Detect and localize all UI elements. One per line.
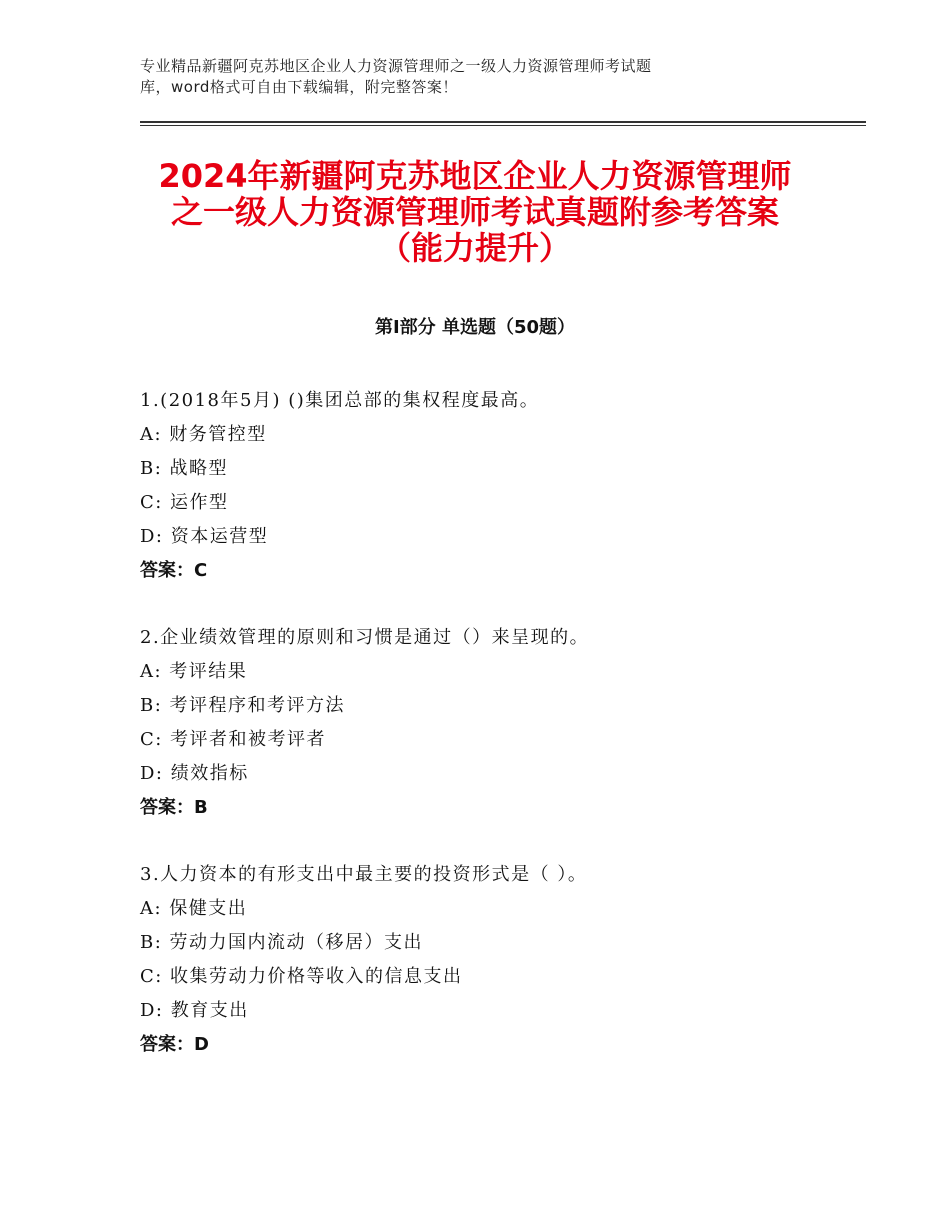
title-line-2: 之一级人力资源管理师考试真题附参考答案 <box>170 193 779 231</box>
title-line-3: （能力提升） <box>378 229 571 267</box>
option-d: D: 绩效指标 <box>140 763 249 784</box>
answer: 答案：B <box>140 797 208 818</box>
header-rule-thin <box>140 125 866 126</box>
question-1 <box>140 384 860 588</box>
option-c: C: 考评者和被考评者 <box>140 729 327 750</box>
answer: 答案：C <box>140 560 208 581</box>
option-a: A: 财务管控型 <box>140 424 267 445</box>
option-c: C: 收集劳动力价格等收入的信息支出 <box>140 966 463 987</box>
title-line-1: 2024年新疆阿克苏地区企业人力资源管理师 <box>158 157 792 195</box>
question-stem: 1.(2018年5月) ()集团总部的集权程度最高。 <box>140 390 540 411</box>
option-b: B: 劳动力国内流动（移居）支出 <box>140 932 424 953</box>
document-title <box>100 158 850 266</box>
option-b: B: 考评程序和考评方法 <box>140 695 346 716</box>
option-a: A: 保健支出 <box>140 898 248 919</box>
header-note-line-2: 库，word格式可自由下载编辑，附完整答案！ <box>140 78 458 96</box>
header-note <box>140 56 840 98</box>
question-list <box>140 384 860 1095</box>
answer: 答案：D <box>140 1034 209 1055</box>
section-heading: 第Ⅰ部分 单选题（50题） <box>374 317 575 338</box>
header-note-line-1: 专业精品新疆阿克苏地区企业人力资源管理师之一级人力资源管理师考试题 <box>140 57 652 75</box>
question-3 <box>140 858 860 1062</box>
question-2 <box>140 621 860 825</box>
question-stem: 2.企业绩效管理的原则和习惯是通过（）来呈现的。 <box>140 627 590 648</box>
option-d: D: 教育支出 <box>140 1000 249 1021</box>
option-b: B: 战略型 <box>140 458 229 479</box>
question-stem: 3.人力资本的有形支出中最主要的投资形式是（ ）。 <box>140 864 588 885</box>
header-rule-thick <box>140 121 866 123</box>
option-d: D: 资本运营型 <box>140 526 269 547</box>
option-a: A: 考评结果 <box>140 661 248 682</box>
option-c: C: 运作型 <box>140 492 229 513</box>
